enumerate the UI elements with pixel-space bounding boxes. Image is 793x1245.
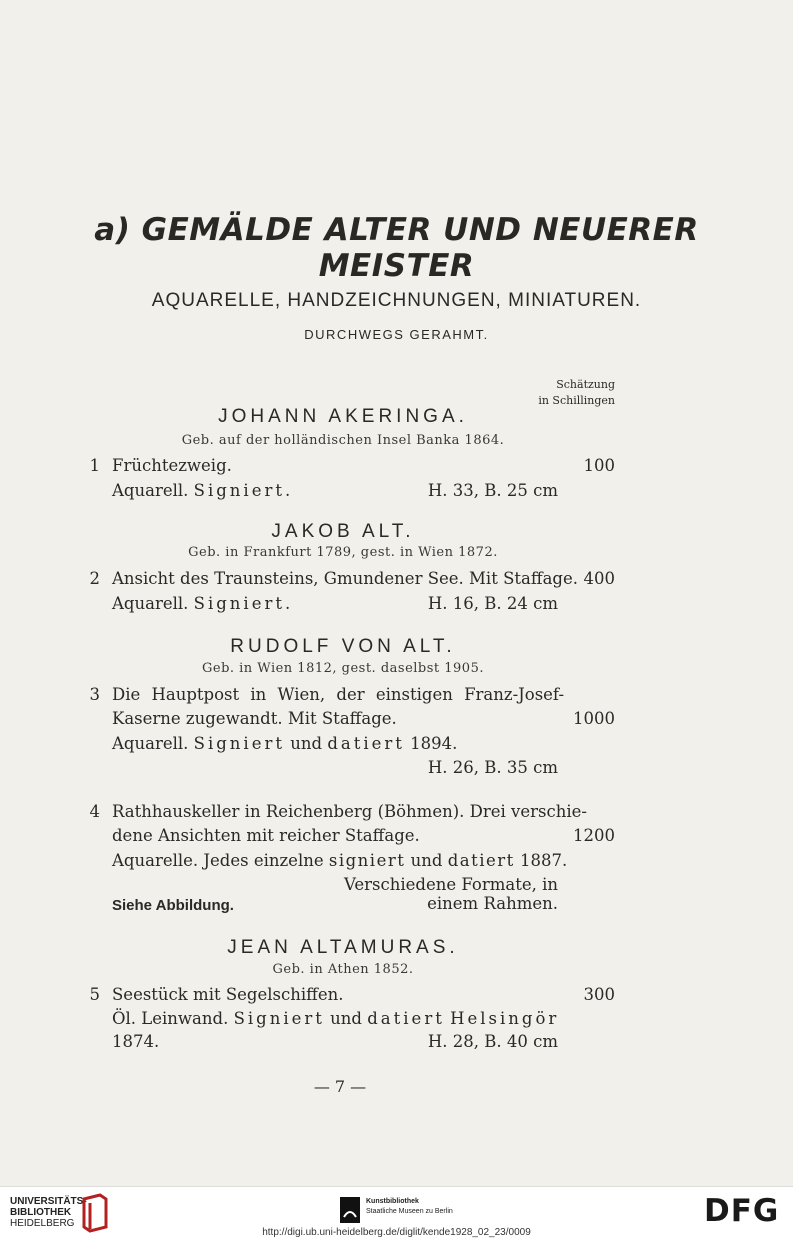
artist-name: JAKOB ALT. (271, 521, 415, 542)
lot-medium-line (112, 734, 558, 753)
lot-medium-line (112, 1009, 558, 1028)
library-line1: UNIVERSITÄTS- (10, 1196, 87, 1207)
lot-price: 1000 (573, 709, 615, 728)
lot-dimensions: H. 26, B. 35 cm (427, 758, 558, 777)
kunstbibliothek-label[interactable] (366, 1197, 453, 1217)
lot-signed: signiert (328, 851, 406, 870)
lot-medium: Öl. Leinwand. (112, 1009, 229, 1028)
lot-medium: Aquarell. (112, 481, 189, 500)
kunstbibliothek-logo-icon (340, 1197, 360, 1223)
lot-number: 2 (89, 569, 100, 588)
lot-year: 1894. (410, 734, 458, 753)
section-note: DURCHWEGS GERAHMT. (304, 327, 489, 342)
lot-number: 4 (89, 802, 100, 821)
lot-medium: Aquarell. (112, 734, 189, 753)
footer-bar (0, 1186, 793, 1245)
lot-signed: Signiert. (193, 481, 294, 500)
kunst-line2: Staatliche Museen zu Berlin (366, 1208, 453, 1215)
lot-price: 400 (583, 569, 615, 588)
page-number: — 7 — (313, 1077, 367, 1096)
lot-price: 100 (583, 456, 615, 475)
lot-price: 300 (583, 985, 615, 1004)
lot-und: und (410, 851, 443, 870)
lot-price: 1200 (573, 826, 615, 845)
lot-title: Ansicht des Traunsteins, Gmundener See. Mit Staffage. (112, 569, 578, 588)
lot-signed: Signiert (233, 1009, 325, 1028)
lot-und: und (290, 734, 323, 753)
footer-url[interactable]: http://digi.ub.uni-heidelberg.de/diglit/kende1928_02_23/0009 (262, 1227, 531, 1238)
lot-und: und (330, 1009, 362, 1028)
lot-title-line2: Kaserne zugewandt. Mit Staffage. (112, 709, 397, 728)
lot-title-line2: dene Ansichten mit reicher Staffage. (112, 826, 420, 845)
bleed-through-text: ⠀ (470, 95, 481, 113)
dfg-logo[interactable]: DFG (704, 1193, 780, 1229)
artist-bio: Geb. in Frankfurt 1789, gest. in Wien 1872. (188, 545, 498, 560)
artist-name: JEAN ALTAMURAS. (227, 937, 459, 958)
lot-dated: datiert (367, 1009, 445, 1028)
lot-dimensions: H. 16, B. 24 cm (427, 594, 558, 613)
lot-year: 1887. (520, 851, 568, 870)
lot-dimensions: H. 28, B. 40 cm (427, 1032, 558, 1051)
artist-bio: Geb. in Wien 1812, gest. daselbst 1905. (201, 661, 484, 676)
university-library-logo[interactable] (10, 1196, 87, 1229)
lot-signed: Signiert (193, 734, 285, 753)
lot-number: 5 (89, 985, 100, 1004)
estimate-header (465, 377, 615, 409)
lot-title-line1: Die Hauptpost in Wien, der einstigen Franz-Josef- (112, 685, 565, 704)
section-heading-line2: MEISTER (318, 248, 475, 284)
kunst-line1: Kunstbibliothek (366, 1198, 419, 1205)
lot-year: 1874. (112, 1032, 160, 1051)
lot-see-illustration: Siehe Abbildung. (112, 897, 234, 914)
section-subtitle: AQUARELLE, HANDZEICHNUNGEN, MINIATUREN. (151, 290, 642, 311)
lot-signed: Signiert. (193, 594, 294, 613)
lot-number: 1 (89, 456, 100, 475)
library-line3: HEIDELBERG (10, 1218, 75, 1229)
lot-medium: Aquarell. (112, 594, 189, 613)
lot-title: Seestück mit Segelschiffen. (112, 985, 344, 1004)
library-line2: BIBLIOTHEK (10, 1207, 72, 1218)
artist-name: RUDOLF VON ALT. (230, 636, 456, 657)
lot-medium-line (112, 851, 568, 870)
lot-title-line1: Rathhauskeller in Reichenberg (Böhmen). Drei verschie- (112, 802, 587, 821)
artist-bio: Geb. auf der holländischen Insel Banka 1864. (181, 433, 505, 448)
lot-title: Früchtezweig. (112, 456, 232, 475)
lot-medium: Aquarelle. Jedes einzelne (112, 851, 324, 870)
lot-dated: datiert (327, 734, 405, 753)
artist-name: JOHANN AKERINGA. (218, 406, 468, 427)
lot-dated: datiert (447, 851, 515, 870)
section-heading-line1: a) GEMÄLDE ALTER UND NEUERER (94, 212, 699, 248)
estimate-header-line2: in Schillingen (538, 394, 615, 407)
estimate-header-line1: Schätzung (556, 378, 615, 391)
artist-bio: Geb. in Athen 1852. (272, 962, 414, 977)
lot-formats: Verschiedene Formate, in einem Rahmen. (343, 875, 558, 913)
lot-dimensions: H. 33, B. 25 cm (427, 481, 558, 500)
lot-place: Helsingör (450, 1009, 560, 1028)
lot-number: 3 (89, 685, 100, 704)
